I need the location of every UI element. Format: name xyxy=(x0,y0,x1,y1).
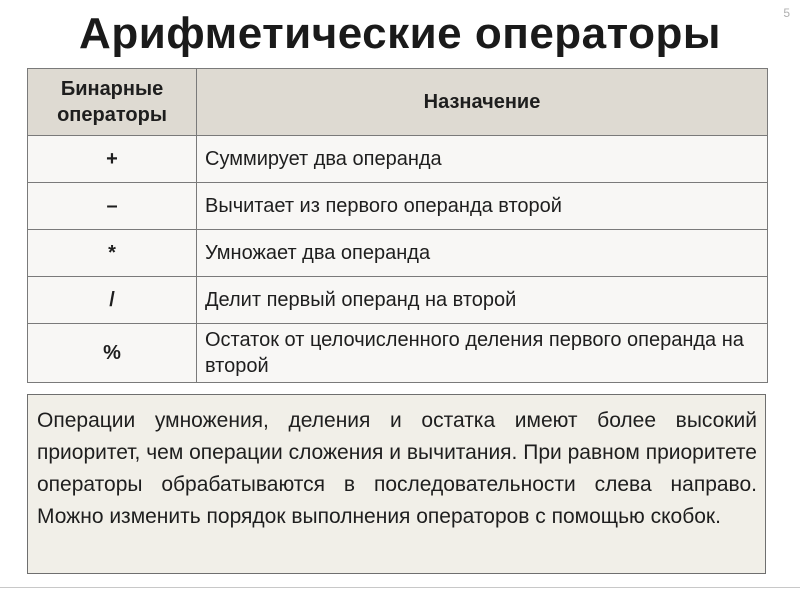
bottom-divider xyxy=(0,587,800,588)
description-cell: Остаток от целочисленного деления первого операнда на второй xyxy=(197,324,768,383)
page-number: 5 xyxy=(783,6,790,20)
column-header-operators: Бинарные операторы xyxy=(28,69,197,136)
table-row xyxy=(28,136,768,183)
operators-table xyxy=(27,68,768,383)
precedence-note: Операции умножения, деления и остатка имеют более высокий приоритет, чем операции сложения и вычитания. При равном приоритете операторы обрабатываются в последовательности слева направо. Можно изменить порядок выполнения операторов с помощью скобок. xyxy=(27,394,766,574)
description-cell: Делит первый операнд на второй xyxy=(197,277,768,324)
operator-cell: % xyxy=(28,324,197,383)
slide-title: Арифметические операторы xyxy=(79,9,721,58)
table-row xyxy=(28,183,768,230)
description-cell: Вычитает из первого операнда второй xyxy=(197,183,768,230)
table-header-row xyxy=(28,69,768,136)
table-row xyxy=(28,324,768,383)
description-cell: Суммирует два операнда xyxy=(197,136,768,183)
operator-cell: – xyxy=(28,183,197,230)
operator-cell: / xyxy=(28,277,197,324)
table-row xyxy=(28,230,768,277)
description-cell: Умножает два операнда xyxy=(197,230,768,277)
table-row xyxy=(28,277,768,324)
column-header-purpose: Назначение xyxy=(197,69,768,136)
operator-cell: + xyxy=(28,136,197,183)
operator-cell: * xyxy=(28,230,197,277)
